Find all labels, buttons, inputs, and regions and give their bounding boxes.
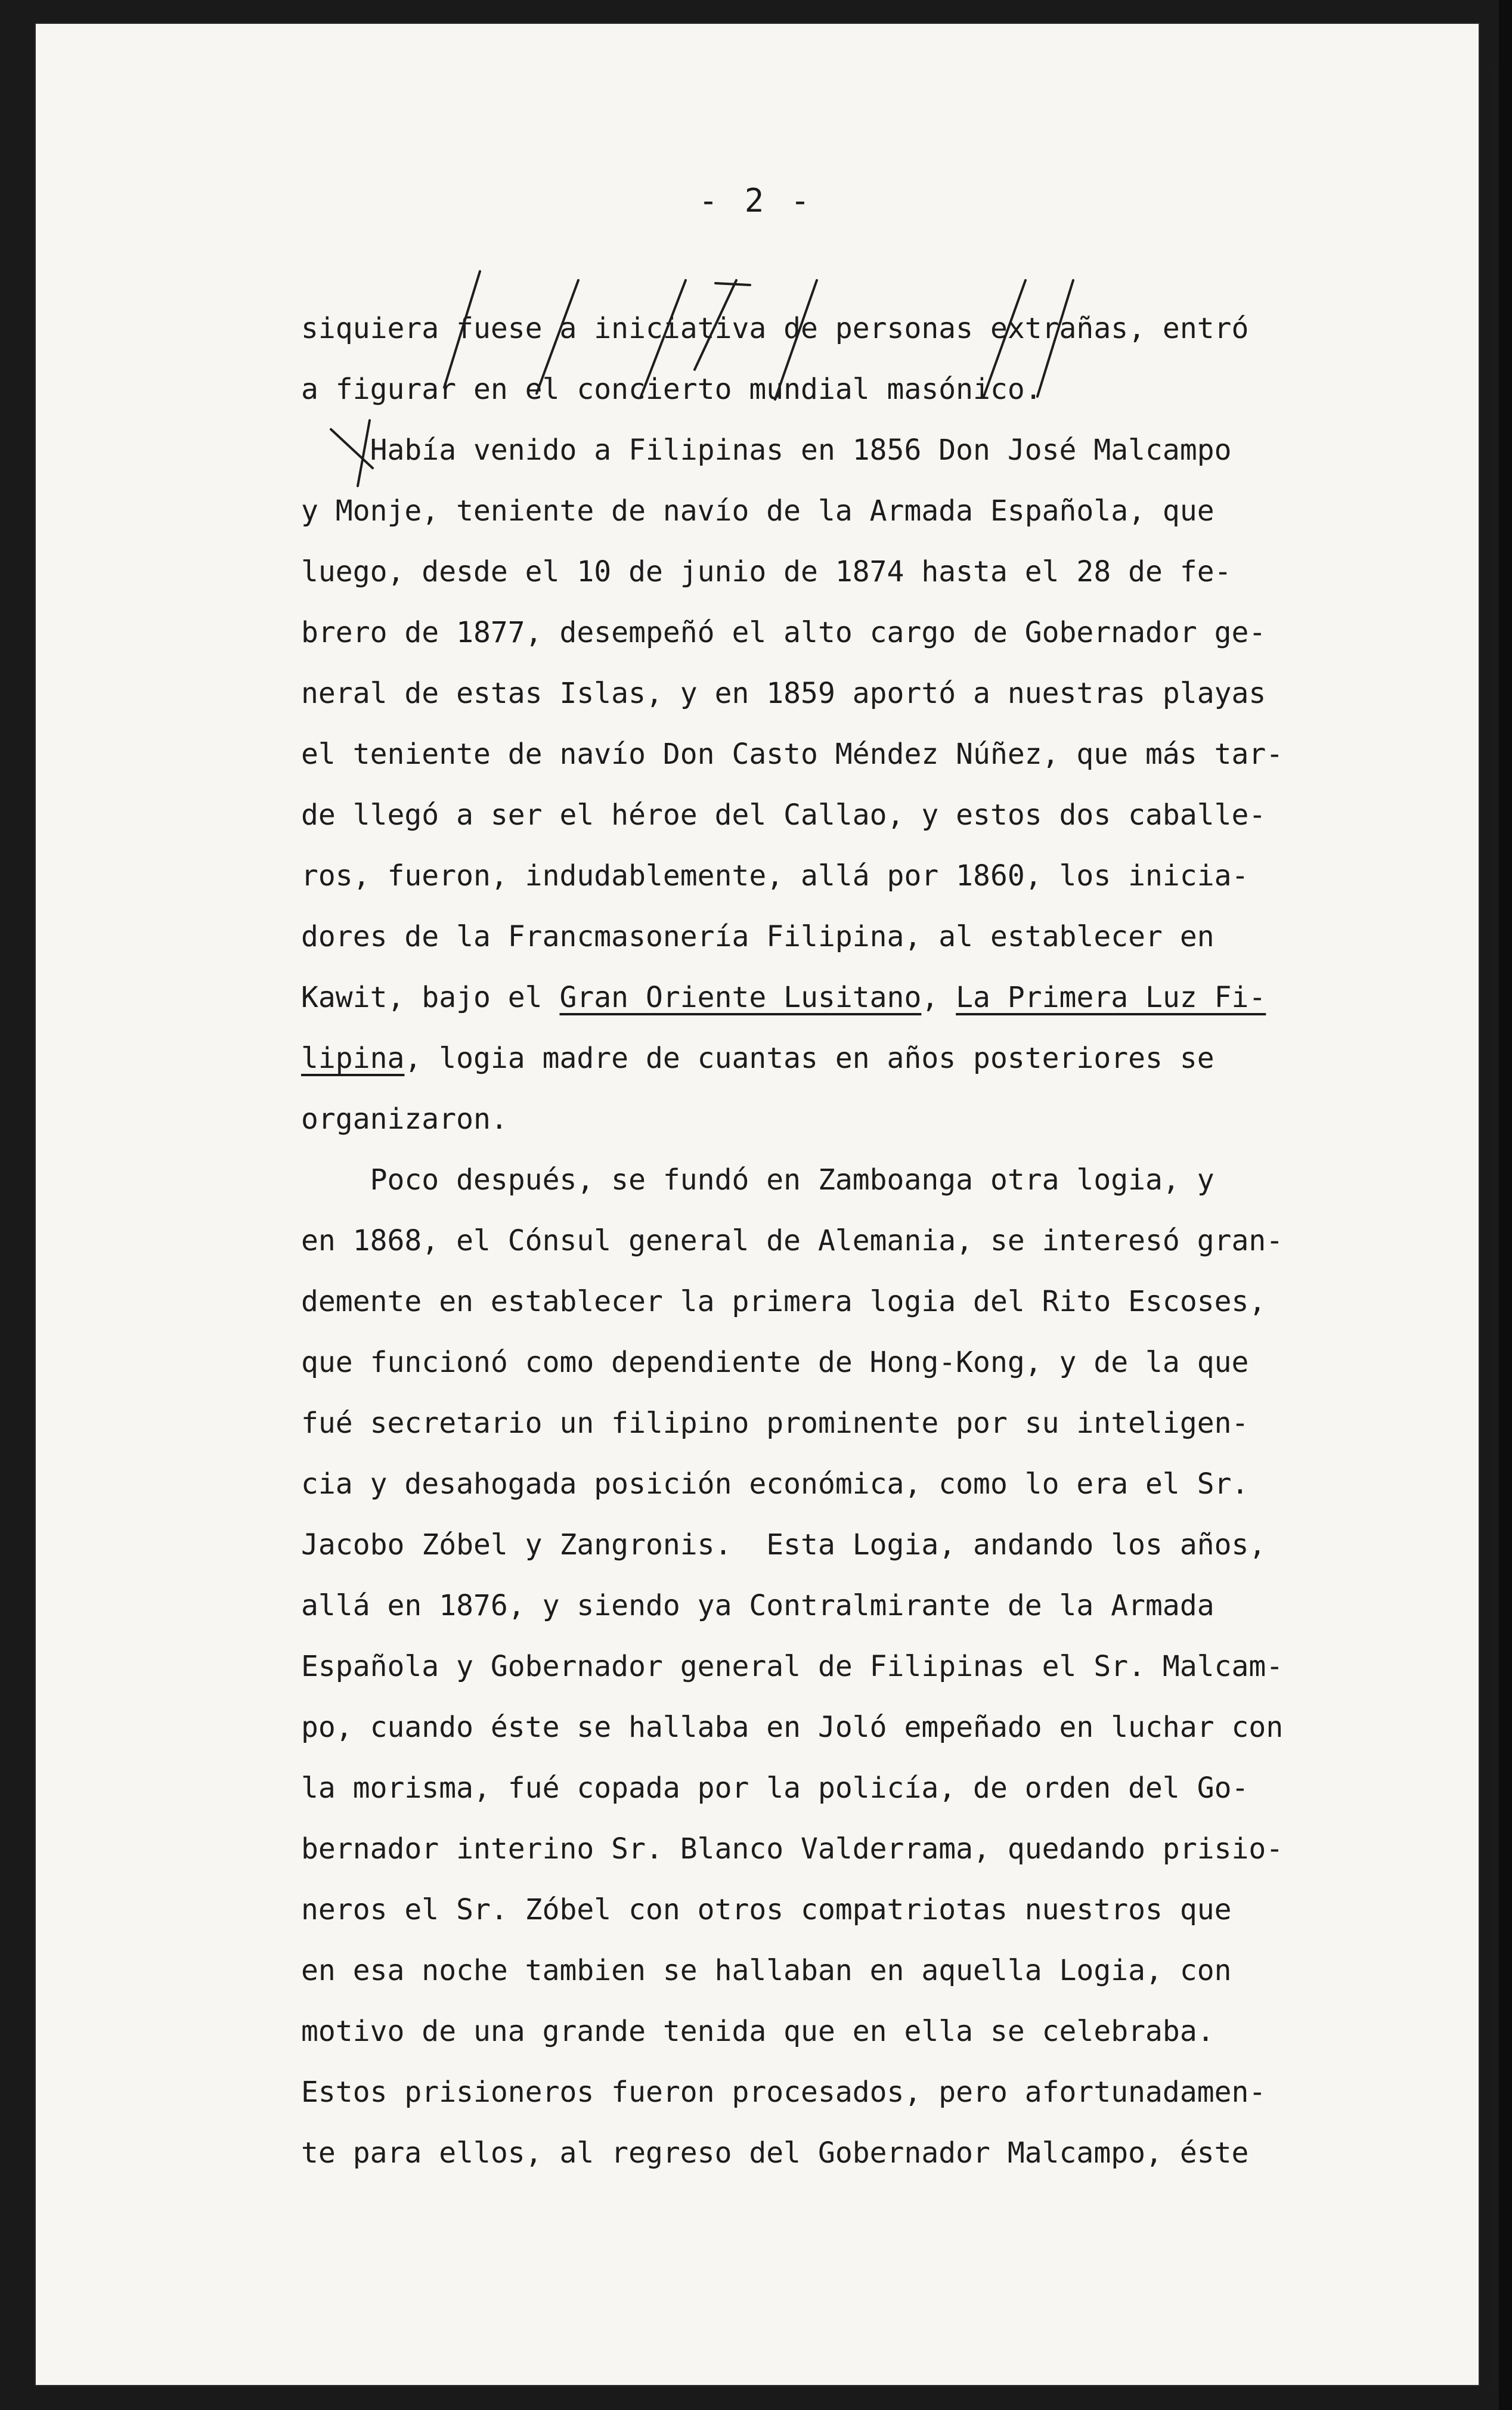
text-line: bernador interino Sr. Blanco Valderrama, quedando prisio- <box>301 1832 1284 1866</box>
text-line: y Monje, teniente de navío de la Armada Española, que <box>301 494 1214 528</box>
underlined-phrase: lipina <box>301 1042 405 1075</box>
text-line: luego, desde el 10 de junio de 1874 hasta el 28 de fe- <box>301 555 1232 588</box>
page-number: - 2 - <box>698 182 814 219</box>
text-line: allá en 1876, y siendo ya Contralmirante de la Armada <box>301 1589 1214 1622</box>
text-line: demente en establecer la primera logia del Rito Escoses, <box>301 1285 1266 1318</box>
text-line: Había venido a Filipinas en 1856 Don José Malcampo <box>301 433 1232 467</box>
text-line: de llegó a ser el héroe del Callao, y estos dos caballe- <box>301 798 1266 832</box>
text-line: a figurar en el concierto mundial masónico. <box>301 373 1042 406</box>
scan-border <box>1499 0 1512 2410</box>
body-text <box>301 298 1339 2183</box>
text-line: que funcionó como dependiente de Hong-Kong, y de la que <box>301 1346 1249 1379</box>
text-line: brero de 1877, desempeñó el alto cargo de Gobernador ge- <box>301 616 1266 649</box>
text-line: Española y Gobernador general de Filipinas el Sr. Malcam- <box>301 1650 1284 1683</box>
text-line: dores de la Francmasonería Filipina, al establecer en <box>301 920 1214 953</box>
text-line: Poco después, se fundó en Zamboanga otra logia, y <box>301 1163 1214 1197</box>
text-line: te para ellos, al regreso del Gobernador Malcampo, éste <box>301 2136 1249 2170</box>
underlined-phrase: Gran Oriente Lusitano <box>559 981 922 1014</box>
text-line: Estos prisioneros fueron procesados, pero afortunadamen- <box>301 2076 1266 2109</box>
text-line: la morisma, fué copada por la policía, de orden del Go- <box>301 1771 1249 1805</box>
text-line: el teniente de navío Don Casto Méndez Núñez, que más tar- <box>301 738 1284 771</box>
text-line <box>301 967 1339 1028</box>
text-line: en esa noche tambien se hallaban en aquella Logia, con <box>301 1954 1232 1987</box>
underlined-phrase: La Primera Luz Fi- <box>956 981 1266 1014</box>
text-line: neros el Sr. Zóbel con otros compatriotas nuestros que <box>301 1893 1232 1926</box>
text-line: motivo de una grande tenida que en ella se celebraba. <box>301 2015 1214 2048</box>
text-run: Kawit, bajo el <box>301 981 560 1014</box>
text-line: po, cuando éste se hallaba en Joló empeñado en luchar con <box>301 1711 1284 1744</box>
text-line: fué secretario un filipino prominente por su inteligen- <box>301 1407 1249 1440</box>
text-line: neral de estas Islas, y en 1859 aportó a nuestras playas <box>301 677 1266 710</box>
text-run: , logia madre de cuantas en años posteriores se <box>404 1042 1214 1075</box>
text-line: Jacobo Zóbel y Zangronis. Esta Logia, andando los años, <box>301 1528 1266 1562</box>
text-line: en 1868, el Cónsul general de Alemania, se interesó gran- <box>301 1224 1284 1257</box>
text-line <box>301 1028 1339 1089</box>
text-line: organizaron. <box>301 1102 508 1136</box>
text-line: siquiera fuese a iniciativa de personas extrañas, entró <box>301 312 1249 345</box>
text-line: cia y desahogada posición económica, como lo era el Sr. <box>301 1467 1249 1501</box>
text-line: ros, fueron, indudablemente, allá por 1860, los inicia- <box>301 859 1249 893</box>
text-run: , <box>921 981 956 1014</box>
page-edge-shadow <box>1494 66 1498 2391</box>
